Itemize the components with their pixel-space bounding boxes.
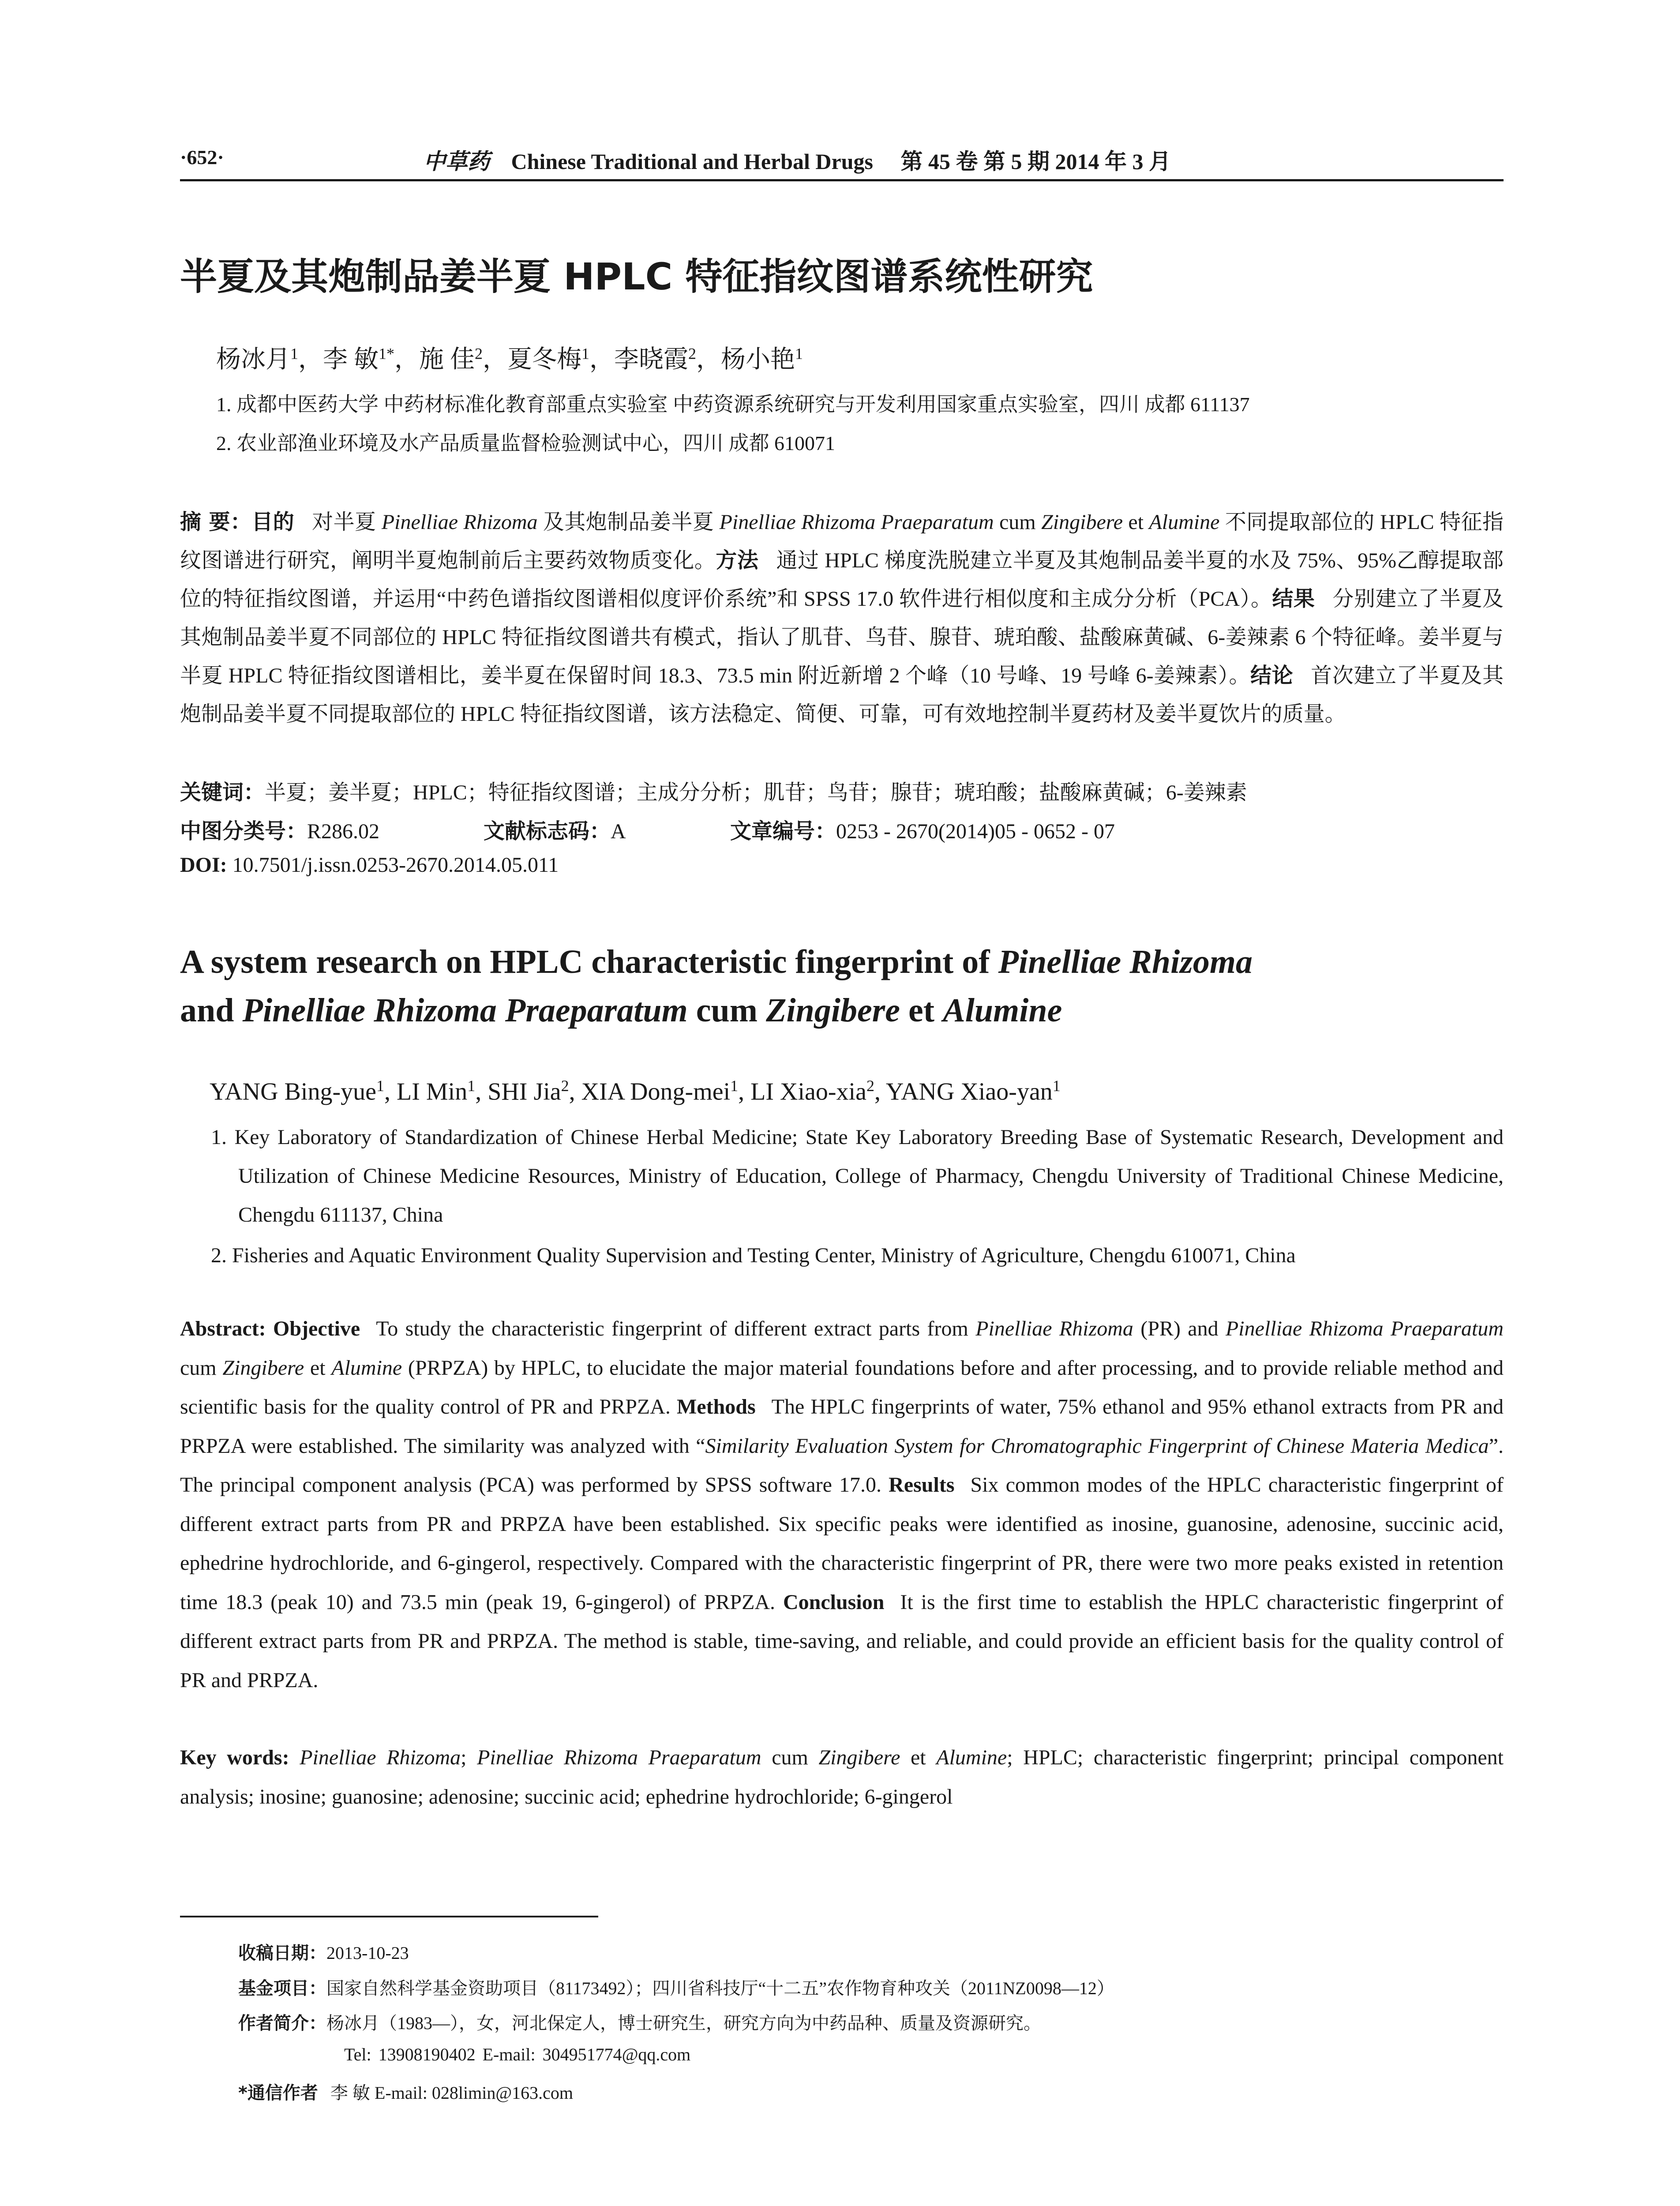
title-en-text: et: [900, 992, 943, 1029]
conclusion-label: Conclusion: [783, 1590, 885, 1614]
author-sup: 2: [866, 1077, 874, 1095]
abstract-text: 首次建立了半夏及其炮制品姜半夏不同提取部位的 HPLC 特征指纹图谱，该方法稳定、简便、可靠，可有效地控制半夏药材及姜半夏饮片的质量。: [180, 664, 1504, 726]
author-en: YANG Bing-yue: [210, 1078, 376, 1106]
author-sup: 1: [581, 345, 589, 363]
keywords-text: et: [900, 1746, 937, 1769]
keywords-cn: [180, 775, 1247, 806]
affiliation-cn: 1. 成都中医药大学 中药材标准化教育部重点实验室 中药资源系统研究与开发利用国家重点实验室，四川 成都 611137: [216, 393, 1250, 416]
abstract-text: (PR) and: [1133, 1317, 1226, 1340]
footnote-rule: [180, 1916, 598, 1917]
latin-name: Zingibere: [222, 1356, 304, 1380]
title-en-text: cum: [687, 992, 766, 1029]
corr-label: *通信作者: [238, 2083, 318, 2103]
author-en: YANG Xiao-yan: [885, 1078, 1053, 1106]
methods-label: 方法: [716, 548, 759, 573]
keywords-en: [180, 1738, 1504, 1816]
methods-label: Methods: [676, 1395, 756, 1418]
latin-name: Pinelliae Rhizoma Praeparatum: [477, 1746, 761, 1769]
latin-name: Pinelliae Rhizoma Praeparatum: [719, 510, 994, 534]
software-name: Similarity Evaluation System for Chromatographic Fingerprint of Chinese Materia Medica: [705, 1434, 1489, 1458]
latin-name: Pinelliae Rhizoma: [300, 1746, 461, 1769]
classification-line: [180, 814, 379, 844]
corr-value: 李 敏 E-mail: 028limin@163.com: [330, 2083, 574, 2103]
doc-label: 文献标志码：: [484, 819, 611, 844]
author-sup: 1: [376, 1077, 384, 1095]
latin-name: Zingibere: [1041, 510, 1123, 534]
abstract-text: (PRPZA) by HPLC, to elucidate the major material foundations before and after processing, and to provide reliable method and scientific basis for the quality control of PR and PRPZA.: [180, 1356, 1504, 1418]
keywords-label: Key words:: [180, 1746, 300, 1769]
author-cn: 李 敏: [323, 346, 379, 373]
latin-name: Pinelliae Rhizoma Praeparatum: [1225, 1317, 1504, 1340]
author-cn: 杨冰月: [216, 346, 290, 373]
latin-name: Alumine: [1149, 510, 1220, 534]
abstract-text: It is the first time to establish the HPLC characteristic fingerprint of different extract parts from PR and PRPZA. The method is stable, time-saving, and reliable, and could provide an efficient basis for the quality control of PR and PRPZA.: [180, 1590, 1504, 1692]
affiliation-en: 2. Fisheries and Aquatic Environment Quality Supervision and Testing Center, Ministry of Agriculture, Chengdu 610071, China: [211, 1244, 1296, 1267]
corresponding-author: [238, 2079, 573, 2104]
abstract-text: cum: [994, 510, 1042, 534]
author-sep: ,: [475, 1078, 488, 1106]
author-cn: 杨小艳: [721, 346, 795, 373]
abstract-text: cum: [180, 1356, 223, 1380]
clc-label: 中图分类号：: [180, 819, 308, 844]
author-sep: ，: [394, 346, 419, 373]
abstract-text: et: [1123, 510, 1149, 534]
title-en-text: A system research on HPLC characteristic fingerprint of: [180, 943, 998, 980]
affiliation-cn: 2. 农业部渔业环境及水产品质量监督检验测试中心，四川 成都 610071: [216, 432, 835, 454]
authors-cn: [216, 340, 803, 375]
paper-title-cn: 半夏及其炮制品姜半夏 HPLC 特征指纹图谱系统性研究: [180, 255, 1093, 298]
keywords-label: 关键词：: [180, 780, 265, 805]
abstract-text: 通过 HPLC 梯度洗脱建立半夏及其炮制品姜半夏的水及 75%、95%乙醇提取部位的特征指纹图谱，并运用“中药色谱指纹图谱相似度评价系统”和 SPSS 17.0 软件进行相似度和主成分分析（PCA）。: [180, 549, 1504, 611]
abstract-label: Abstract:: [180, 1317, 273, 1340]
received-value: 2013-10-23: [326, 1943, 409, 1963]
paper-title-en: [180, 938, 1252, 1035]
latin-name: Alumine: [943, 992, 1062, 1029]
abstract-cn: [180, 503, 1504, 733]
conclusion-label: 结论: [1250, 663, 1294, 688]
author-sup: 2: [475, 345, 483, 363]
keywords-sep: ;: [461, 1746, 477, 1769]
abstract-label: 摘 要：: [180, 510, 252, 534]
results-label: 结果: [1272, 586, 1315, 611]
author-sep: ,: [874, 1078, 886, 1106]
latin-name: Pinelliae Rhizoma Praeparatum: [242, 992, 688, 1029]
author-sep: ,: [738, 1078, 751, 1106]
author-en: LI Xiao-xia: [750, 1078, 866, 1106]
keywords-text: ; HPLC; characteristic fingerprint; principal component analysis; inosine; guanosine; adenosine; succinic acid; ephedrine hydrochloride; 6-gingerol: [180, 1746, 1504, 1808]
abstract-text: 分别建立了半夏及其炮制品姜半夏不同部位的 HPLC 特征指纹图谱共有模式，指认了肌苷、鸟苷、腺苷、琥珀酸、盐酸麻黄碱、6-姜辣素 6 个特征峰。姜半夏与半夏 HPLC 特征指纹图谱相比，姜半夏在保留时间 18.3、73.5 min 附近新增 2 个峰（10 号峰、19 号峰 6-姜辣素）。: [180, 587, 1504, 687]
doc-value: A: [611, 820, 626, 843]
abstract-text: 及其炮制品姜半夏: [537, 510, 720, 534]
authors-en: [210, 1077, 1061, 1106]
author-sup: 2: [688, 345, 696, 363]
author-sup: 1: [467, 1077, 476, 1095]
page-number: ·652·: [180, 146, 224, 169]
clc-value: R286.02: [307, 820, 380, 843]
author-sep: ，: [696, 346, 721, 373]
author-sup: 1: [290, 345, 298, 363]
latin-name: Zingibere: [766, 992, 900, 1029]
abstract-text: ”. The principal component analysis (PCA) was performed by SPSS software 17.0.: [180, 1434, 1504, 1497]
author-sup: 1: [795, 345, 803, 363]
article-label: 文章编号：: [730, 819, 836, 844]
contact-line: Tel: 13908190402 E-mail: 304951774@qq.com: [344, 2045, 691, 2064]
latin-name: Pinelliae Rhizoma: [998, 943, 1252, 980]
abstract-text: The HPLC fingerprints of water, 75% ethanol and 95% ethanol extracts from PR and PRPZA were established. The similarity was analyzed with “: [180, 1395, 1504, 1458]
abstract-text: To study the characteristic fingerprint of different extract parts from: [376, 1317, 976, 1340]
author-en: SHI Jia: [488, 1078, 561, 1106]
author-sep: ，: [589, 346, 614, 373]
latin-name: Alumine: [331, 1356, 402, 1380]
author-sup: 1: [730, 1077, 739, 1095]
author-cn: 施 佳: [419, 346, 475, 373]
abstract-text: 对半夏: [312, 510, 382, 534]
author-sup: 1*: [379, 345, 394, 363]
fund-label: 基金项目：: [238, 1978, 326, 1999]
author-en: LI Min: [396, 1078, 468, 1106]
abstract-text: 不同提取部位的 HPLC 特征指纹图谱进行研究，阐明半夏炮制前后主要药效物质变化。: [180, 510, 1504, 572]
author-sup: 2: [561, 1077, 569, 1095]
latin-name: Alumine: [936, 1746, 1007, 1769]
issue-info: 第 45 卷 第 5 期 2014 年 3 月: [900, 149, 1171, 174]
fund-value: 国家自然科学基金资助项目（81173492）；四川省科技厅“十二五”农作物育种攻关（2011NZ0098—12）: [326, 1978, 1114, 1998]
author-sep: ，: [298, 346, 323, 373]
bio-value: 杨冰月（1983—），女，河北保定人，博士研究生，研究方向为中药品种、质量及资源研究。: [326, 2013, 1041, 2033]
journal-name-en: Chinese Traditional and Herbal Drugs: [511, 149, 873, 174]
abstract-en: [180, 1309, 1504, 1700]
author-cn: 李晓霞: [614, 346, 688, 373]
journal-name-cn: 中草药: [424, 149, 490, 174]
doi-label: DOI:: [180, 853, 227, 877]
latin-name: Zingibere: [818, 1746, 900, 1769]
results-label: Results: [889, 1473, 955, 1497]
affiliation-en: 1. Key Laboratory of Standardization of Chinese Herbal Medicine; State Key Laboratory Breeding Base of Systematic Research, Development and Utilization of Chinese Medicine Resources, Ministry of Education, College of Pharmacy, Chengdu University of Traditional Chinese Medicine, Chengdu 611137, China: [211, 1126, 1504, 1227]
bio-label: 作者简介：: [238, 2013, 326, 2033]
header-rule: [180, 179, 1504, 181]
doc-code: [484, 814, 626, 844]
doi-line: [180, 853, 559, 877]
author-en: XIA Dong-mei: [581, 1078, 731, 1106]
fund-info: [238, 1974, 1114, 2000]
received-date: [238, 1939, 409, 1964]
author-sep: ，: [483, 346, 507, 373]
received-label: 收稿日期：: [238, 1943, 326, 1963]
abstract-text: et: [304, 1356, 332, 1380]
author-sup: 1: [1052, 1077, 1061, 1095]
keywords-text: cum: [761, 1746, 819, 1769]
author-sep: ,: [569, 1078, 581, 1106]
running-header: [424, 144, 1171, 176]
latin-name: Pinelliae Rhizoma: [975, 1317, 1133, 1340]
article-value: 0253 - 2670(2014)05 - 0652 - 07: [836, 820, 1115, 843]
objective-label: Objective: [273, 1317, 360, 1340]
keywords-text: 半夏；姜半夏；HPLC；特征指纹图谱；主成分分析；肌苷；鸟苷；腺苷；琥珀酸；盐酸麻黄碱；6-姜辣素: [265, 781, 1247, 804]
author-cn: 夏冬梅: [507, 346, 581, 373]
author-bio: [238, 2009, 1041, 2034]
doi-value: 10.7501/j.issn.0253-2670.2014.05.011: [232, 853, 559, 877]
abstract-text: Six common modes of the HPLC characteristic fingerprint of different extract parts from PR and PRPZA have been established. Six specific peaks were identified as inosine, guanosine, adenosine, succinic acid, ephedrine hydrochloride, and 6-gingerol, respectively. Compared with the characteristic fingerprint of PR, there were two more peaks existed in retention time 18.3 (peak 10) and 73.5 min (peak 19, 6-gingerol) of PRPZA.: [180, 1473, 1504, 1614]
objective-label: 目的: [251, 510, 295, 534]
author-sep: ,: [384, 1078, 397, 1106]
title-en-text: and: [180, 992, 243, 1029]
latin-name: Pinelliae Rhizoma: [381, 510, 538, 534]
article-number: [730, 814, 1115, 844]
